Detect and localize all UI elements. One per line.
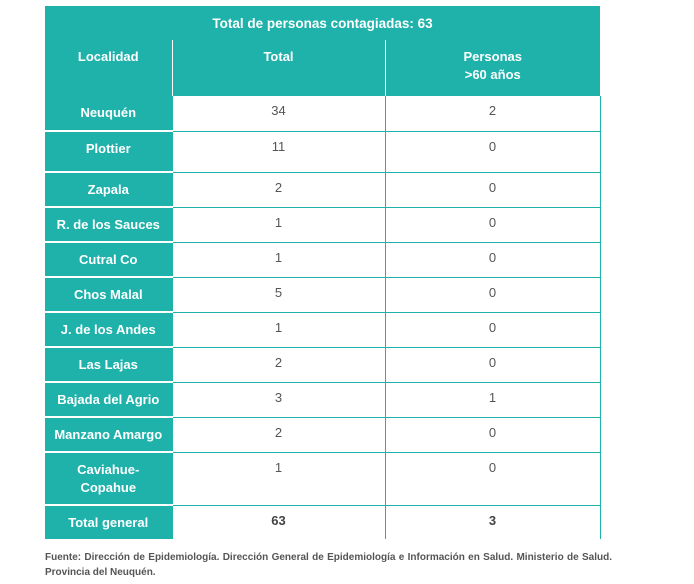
cell-localidad: Manzano Amargo bbox=[45, 417, 172, 452]
cases-table-container bbox=[45, 6, 600, 539]
cell-localidad: Plottier bbox=[45, 131, 172, 172]
table-row bbox=[45, 207, 600, 242]
cell-localidad: Chos Malal bbox=[45, 277, 172, 312]
cell-personas-60: 0 bbox=[385, 347, 600, 382]
cell-localidad: Bajada del Agrio bbox=[45, 382, 172, 417]
header-row bbox=[45, 40, 600, 96]
cell-localidad: R. de los Sauces bbox=[45, 207, 172, 242]
table-row bbox=[45, 312, 600, 347]
table-row bbox=[45, 452, 600, 505]
table-row bbox=[45, 242, 600, 277]
cell-total: 1 bbox=[172, 452, 385, 505]
cell-localidad: Cutral Co bbox=[45, 242, 172, 277]
cell-total: 1 bbox=[172, 207, 385, 242]
cell-total: 11 bbox=[172, 131, 385, 172]
cell-personas-60: 0 bbox=[385, 312, 600, 347]
cell-total: 2 bbox=[172, 417, 385, 452]
cell-personas-60: 0 bbox=[385, 207, 600, 242]
table-row bbox=[45, 347, 600, 382]
cell-localidad: J. de los Andes bbox=[45, 312, 172, 347]
cell-personas-60: 0 bbox=[385, 242, 600, 277]
cases-table-body bbox=[45, 6, 600, 539]
cell-personas-60: 0 bbox=[385, 172, 600, 207]
cell-total: 2 bbox=[172, 347, 385, 382]
cell-total: 5 bbox=[172, 277, 385, 312]
cell-total: 34 bbox=[172, 96, 385, 131]
table-row bbox=[45, 131, 600, 172]
table-row bbox=[45, 96, 600, 131]
header-localidad: Localidad bbox=[45, 40, 172, 96]
cases-table bbox=[45, 6, 601, 539]
cell-personas-60: 0 bbox=[385, 452, 600, 505]
table-title: Total de personas contagiadas: 63 bbox=[45, 6, 600, 40]
table-row bbox=[45, 382, 600, 417]
cell-total: 3 bbox=[172, 382, 385, 417]
cell-total: 2 bbox=[172, 172, 385, 207]
cell-total-general: 63 bbox=[172, 505, 385, 539]
cell-total: 1 bbox=[172, 312, 385, 347]
total-row bbox=[45, 505, 600, 539]
cell-localidad: Zapala bbox=[45, 172, 172, 207]
cell-total-general-label: Total general bbox=[45, 505, 172, 539]
header-personas-60: Personas >60 años bbox=[385, 40, 600, 96]
cell-localidad: Neuquén bbox=[45, 96, 172, 131]
cell-personas-60: 0 bbox=[385, 277, 600, 312]
cell-personas-60: 1 bbox=[385, 382, 600, 417]
header-total: Total bbox=[172, 40, 385, 96]
table-row bbox=[45, 417, 600, 452]
cell-total-personas-60: 3 bbox=[385, 505, 600, 539]
source-footnote: Fuente: Dirección de Epidemiología. Dirección General de Epidemiología e Información en Salud. Ministerio de Salud. Provincia del Neuquén. bbox=[45, 552, 612, 578]
cell-localidad: Caviahue- Copahue bbox=[45, 452, 172, 505]
cell-personas-60: 0 bbox=[385, 417, 600, 452]
cell-personas-60: 0 bbox=[385, 131, 600, 172]
table-row bbox=[45, 172, 600, 207]
cell-total: 1 bbox=[172, 242, 385, 277]
table-row bbox=[45, 277, 600, 312]
cell-personas-60: 2 bbox=[385, 96, 600, 131]
cell-localidad: Las Lajas bbox=[45, 347, 172, 382]
